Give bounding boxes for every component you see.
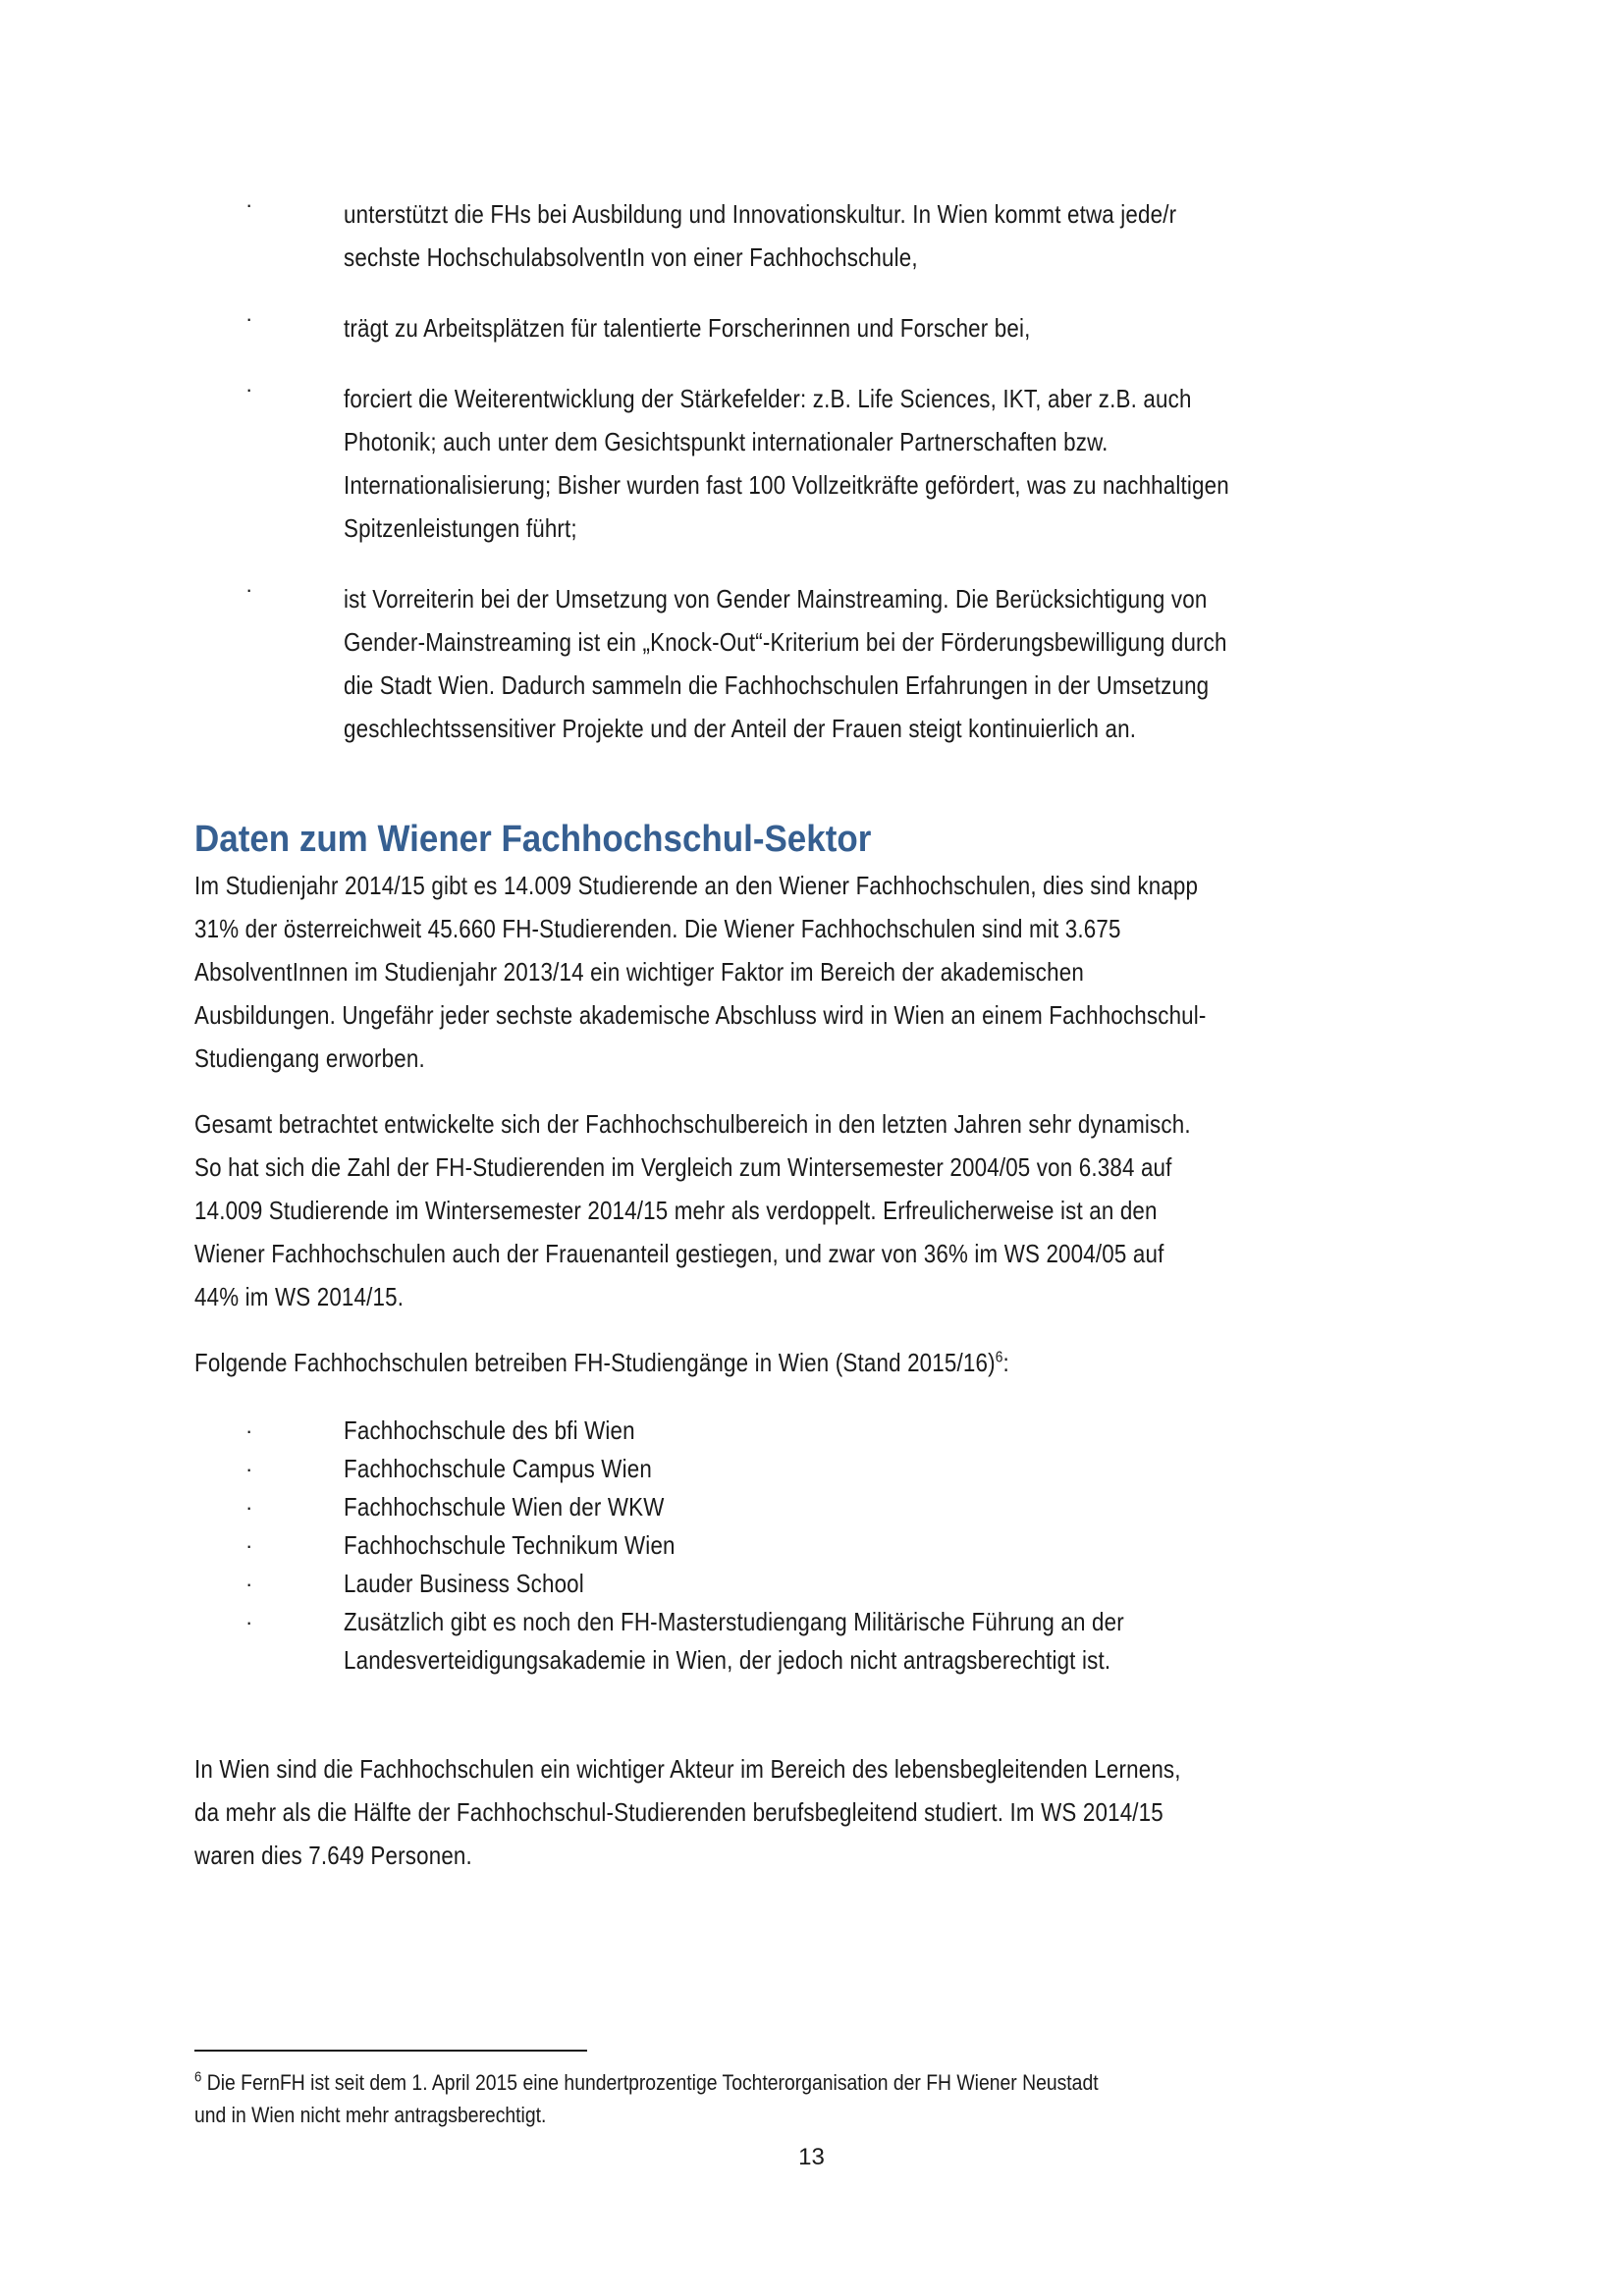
text-line: Landesverteidigungsakademie in Wien, der jedoch nicht antragsberechtigt ist.	[344, 1645, 1111, 1675]
text-line: unterstützt die FHs bei Ausbildung und Innovationskultur. In Wien kommt etwa jede/r	[344, 199, 1177, 229]
bullet-symbol: ·	[245, 1495, 253, 1520]
section-heading: Daten zum Wiener Fachhochschul-Sektor	[194, 819, 872, 860]
text-line: Im Studienjahr 2014/15 gibt es 14.009 Studierende an den Wiener Fachhochschulen, dies sind knapp	[194, 871, 1199, 900]
text-line: geschlechtssensitiver Projekte und der Anteil der Frauen steigt kontinuierlich an.	[344, 714, 1137, 743]
bullet-symbol: ·	[245, 306, 253, 331]
list-item	[245, 1488, 1623, 1526]
text-line: Photonik; auch unter dem Gesichtspunkt internationaler Partnerschaften bzw.	[344, 427, 1109, 456]
text-line: 44% im WS 2014/15.	[194, 1282, 405, 1311]
schools-intro-text: Folgende Fachhochschulen betreiben FH-Studiengänge in Wien (Stand 2015/16)	[194, 1348, 996, 1377]
text-line: waren dies 7.649 Personen.	[194, 1841, 472, 1870]
schools-list	[245, 1412, 1623, 1680]
text-line: Gesamt betrachtet entwickelte sich der Fachhochschulbereich in den letzten Jahren sehr dynamisch.	[194, 1109, 1191, 1139]
text-line: In Wien sind die Fachhochschulen ein wichtiger Akteur im Bereich des lebensbegleitenden Lernens,	[194, 1754, 1181, 1784]
text-line: ist Vorreiterin bei der Umsetzung von Gender Mainstreaming. Die Berücksichtigung von	[344, 584, 1208, 614]
text-line: Zusätzlich gibt es noch den FH-Masterstudiengang Militärische Führung an der	[344, 1607, 1124, 1636]
page-number: 13	[798, 2144, 825, 2170]
text-line: Fachhochschule des bfi Wien	[344, 1415, 635, 1445]
list-item	[245, 1526, 1623, 1565]
text-line: Gender-Mainstreaming ist ein „Knock-Out“-Kriterium bei der Förderungsbewilligung durch	[344, 627, 1227, 657]
paragraph-students	[194, 864, 1481, 1080]
text-line: So hat sich die Zahl der FH-Studierenden im Vergleich zum Wintersemester 2004/05 von 6.384 auf	[194, 1152, 1172, 1182]
text-line: die Stadt Wien. Dadurch sammeln die Fachhochschulen Erfahrungen in der Umsetzung	[344, 670, 1210, 700]
footnote-number: 6	[194, 2068, 202, 2086]
bullet-symbol: ·	[245, 1418, 253, 1443]
list-item	[245, 1412, 1623, 1450]
text-line: Spitzenleistungen führt;	[344, 513, 577, 543]
list-item	[245, 577, 1623, 750]
list-item	[245, 192, 1623, 279]
schools-intro-suffix: :	[1002, 1348, 1009, 1377]
text-line: Fachhochschule Campus Wien	[344, 1454, 652, 1483]
text-line: Studiengang erworben.	[194, 1043, 425, 1073]
bullet-symbol: ·	[245, 1572, 253, 1596]
list-item	[245, 1603, 1623, 1680]
text-line: 31% der österreichweit 45.660 FH-Studierenden. Die Wiener Fachhochschulen sind mit 3.675	[194, 914, 1121, 943]
bullet-symbol: ·	[245, 192, 253, 217]
bullet-symbol: ·	[245, 1610, 253, 1634]
bullet-symbol: ·	[245, 377, 253, 401]
footnote-line: und in Wien nicht mehr antragsberechtigt.	[194, 2103, 547, 2127]
list-item	[245, 306, 1623, 349]
intro-bullet-list	[245, 192, 1623, 777]
text-line: trägt zu Arbeitsplätzen für talentierte Forscherinnen und Forscher bei,	[344, 313, 1031, 343]
text-line: Fachhochschule Technikum Wien	[344, 1530, 676, 1560]
text-line: Ausbildungen. Ungefähr jeder sechste akademische Abschluss wird in Wien an einem Fachhochschul-	[194, 1000, 1207, 1030]
paragraph-development	[194, 1102, 1481, 1318]
text-line: sechste HochschulabsolventIn von einer Fachhochschule,	[344, 242, 918, 272]
bullet-symbol: ·	[245, 1457, 253, 1481]
footnote-separator	[194, 2050, 587, 2052]
footnote-reference[interactable]: 6	[995, 1349, 1003, 1366]
text-line: 14.009 Studierende im Wintersemester 2014/15 mehr als verdoppelt. Erfreulicherweise ist an den	[194, 1196, 1158, 1225]
text-line: Fachhochschule Wien der WKW	[344, 1492, 665, 1522]
text-line	[194, 1341, 1301, 1384]
bullet-symbol: ·	[245, 1533, 253, 1558]
bullet-symbol: ·	[245, 577, 253, 602]
paragraph-schools-intro	[194, 1341, 1481, 1384]
text-line: Lauder Business School	[344, 1569, 584, 1598]
list-item	[245, 1565, 1623, 1603]
text-line: AbsolventInnen im Studienjahr 2013/14 ein wichtiger Faktor im Bereich der akademischen	[194, 957, 1084, 987]
text-line: Internationalisierung; Bisher wurden fast 100 Vollzeitkräfte gefördert, was zu nachhaltigen	[344, 470, 1229, 500]
list-item	[245, 1450, 1623, 1488]
text-line: Wiener Fachhochschulen auch der Frauenanteil gestiegen, und zwar von 36% im WS 2004/05 auf	[194, 1239, 1164, 1268]
footnote-line	[194, 2066, 1352, 2099]
list-item	[245, 377, 1623, 550]
text-line: da mehr als die Hälfte der Fachhochschul-Studierenden berufsbegleitend studiert. Im WS 2014/15	[194, 1797, 1163, 1827]
paragraph-lifelong-learning	[194, 1747, 1481, 1877]
footnote	[194, 2066, 1352, 2131]
text-line: forciert die Weiterentwicklung der Stärkefelder: z.B. Life Sciences, IKT, aber z.B. auch	[344, 384, 1192, 413]
footnote-text: Die FernFH ist seit dem 1. April 2015 eine hundertprozentige Tochterorganisation der FH Wiener Neustadt	[201, 2070, 1099, 2095]
